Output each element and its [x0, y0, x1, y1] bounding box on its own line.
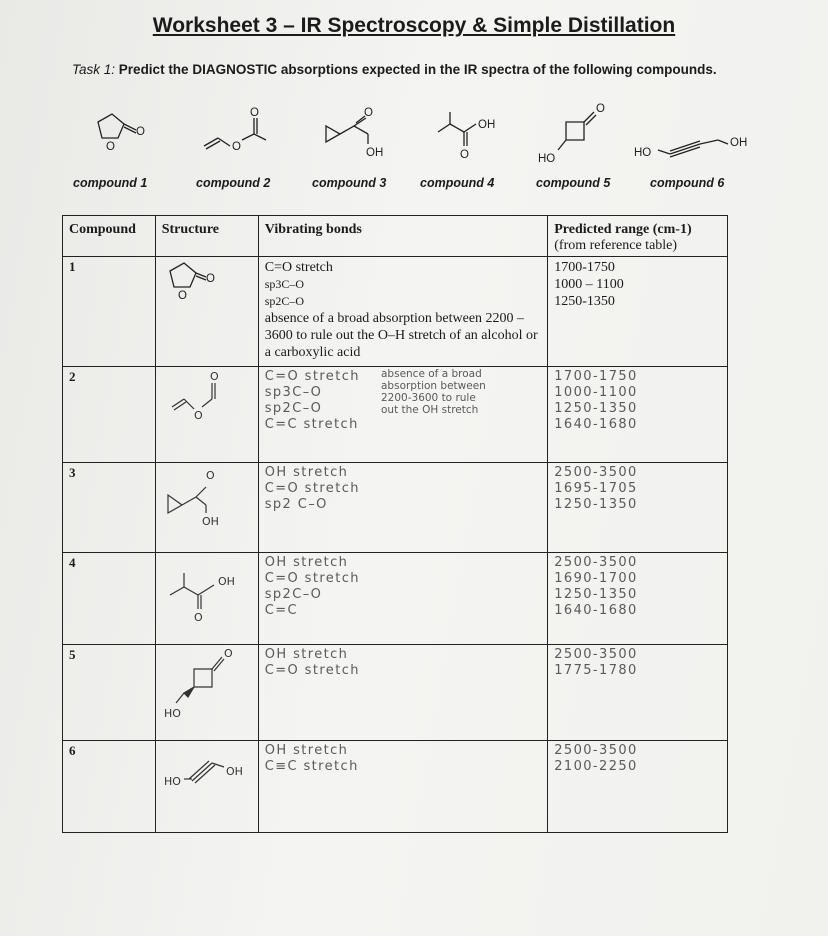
page-title: Worksheet 3 – IR Spectroscopy & Simple Distillation [152, 14, 676, 37]
row-5-structure [162, 647, 252, 727]
bonds-cell: OH stretch C≡C stretch [258, 741, 548, 833]
header-structure: Structure [155, 216, 258, 257]
compound-1-label: compound 1 [73, 176, 148, 190]
svg-text:O: O [205, 469, 215, 482]
task-label: Task 1: [72, 62, 116, 77]
svg-text:HO: HO [163, 707, 181, 720]
row-2-absence-note: absence of a broad absorption between 2200-3600 to rule out the OH stretch [381, 368, 486, 416]
range-cell: 2500-3500 1775-1780 [548, 645, 728, 741]
svg-text:OH: OH [217, 575, 235, 588]
bonds-cell: OH stretch C=O stretch sp2C–O C=C [258, 553, 548, 645]
structure-compound-1 [88, 108, 158, 158]
compound-3-label: compound 3 [312, 176, 387, 190]
table-row: 3 O OH OH stretch C=O stretch sp2 C–O 2500-3500 1695-1705 1250-1350 [63, 463, 728, 553]
row-2-structure [162, 369, 242, 429]
svg-text:OH: OH [478, 119, 496, 131]
table-row: 5 O HO OH stretch C=O stretch 2500-3500 1775-1780 [63, 645, 728, 741]
svg-text:OH: OH [730, 137, 748, 149]
svg-text:O: O [232, 141, 241, 153]
svg-text:O: O [193, 611, 203, 624]
table-row: 2 O O C=O stretch sp3C–O sp2C–O C=C stretch 1700-1750 1000-1100 1250-1350 1640-1680 [63, 367, 728, 463]
svg-text:O: O [177, 290, 187, 302]
task-instruction [72, 62, 717, 77]
svg-text:O: O [193, 409, 203, 422]
structure-compound-2 [200, 106, 280, 156]
ir-table [62, 215, 728, 833]
table-row: 4 OH O OH stretch C=O stretch sp2C–O C=C 2500-3500 1690-1700 1250-1350 1640-1680 [63, 553, 728, 645]
svg-text:O: O [250, 107, 259, 119]
table-row: 1 O O C=O stretch sp3C–O sp2C–O absence of a broad absorption between 2200 – 3600 to rule out the O–H stretch of an alcohol or a carboxylic acid 1700-1750 1000 – 1100 1250-1350 [63, 257, 728, 367]
range-cell: 2500-3500 1695-1705 1250-1350 [548, 463, 728, 553]
row-4-structure [162, 555, 252, 625]
svg-text:O: O [205, 273, 215, 285]
bonds-cell: C=O stretch sp3C–O sp2C–O C=C stretch [258, 367, 548, 463]
svg-text:O: O [596, 103, 605, 115]
svg-text:HO: HO [634, 147, 652, 159]
table-header-row [63, 216, 728, 257]
svg-text:O: O [136, 126, 145, 138]
compound-5-label: compound 5 [536, 176, 611, 190]
bonds-cell: OH stretch C=O stretch sp2 C–O [258, 463, 548, 553]
svg-text:OH: OH [201, 515, 219, 528]
svg-text:O: O [460, 149, 469, 161]
bonds-cell: OH stretch C=O stretch [258, 645, 548, 741]
svg-text:O: O [106, 141, 115, 153]
table-row: 6 HO OH OH stretch C≡C stretch 2500-3500 2100-2250 [63, 741, 728, 833]
structure-compound-6 [634, 132, 754, 164]
compound-2-label: compound 2 [196, 176, 271, 190]
range-cell: 1700-1750 1000 – 1100 1250-1350 [548, 257, 728, 367]
compound-4-label: compound 4 [420, 176, 495, 190]
header-compound: Compound [63, 216, 156, 257]
svg-text:O: O [209, 370, 219, 383]
svg-text:HO: HO [538, 153, 556, 165]
compound-6-label: compound 6 [650, 176, 725, 190]
structure-cell [155, 257, 258, 367]
structure-compound-3 [322, 106, 392, 162]
row-6-structure [162, 743, 252, 803]
row-3-structure [162, 465, 242, 531]
range-cell: 2500-3500 1690-1700 1250-1350 1640-1680 [548, 553, 728, 645]
header-bonds: Vibrating bonds [258, 216, 548, 257]
structure-compound-5 [536, 100, 616, 166]
range-cell: 2500-3500 2100-2250 [548, 741, 728, 833]
range-cell: 1700-1750 1000-1100 1250-1350 1640-1680 [548, 367, 728, 463]
svg-text:OH: OH [225, 765, 243, 778]
task-text: Predict the DIAGNOSTIC absorptions expected in the IR spectra of the following compounds. [118, 62, 717, 77]
svg-text:O: O [223, 647, 233, 660]
bonds-cell: C=O stretch sp3C–O sp2C–O absence of a broad absorption between 2200 – 3600 to rule out the O–H stretch of an alcohol or a carboxylic acid [258, 257, 548, 367]
row-1-structure [162, 259, 232, 303]
svg-text:HO: HO [163, 775, 181, 788]
svg-text:OH: OH [366, 147, 384, 159]
header-range: Predicted range (cm-1) (from reference table) [548, 216, 728, 257]
structure-compound-4 [434, 108, 514, 164]
svg-text:O: O [364, 107, 373, 119]
